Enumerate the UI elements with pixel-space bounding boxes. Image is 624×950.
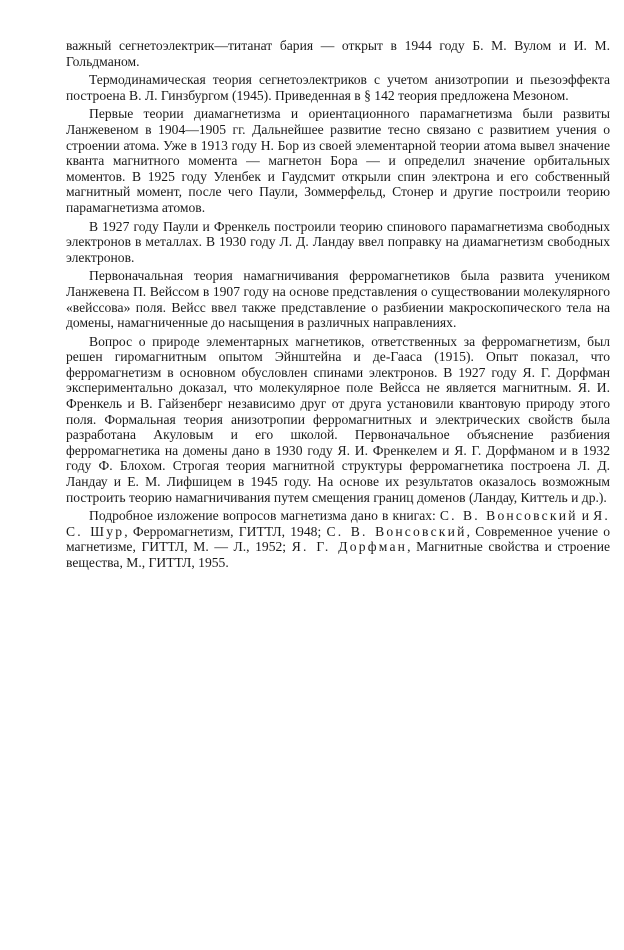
text-segment: важный сегнетоэлектрик—титанат бария — открыт в 1944 году Б. М. Вулом и И. М. Гольдманом.: [66, 38, 610, 69]
paragraph-weiss-theory: [66, 268, 610, 330]
paragraph-thermodynamic-theory: [66, 72, 610, 103]
text-segment: , Магнитные свойства и строение вещества, М., ГИТТЛ, 1955.: [66, 539, 611, 570]
author-name: С. В. Вонсовский: [326, 523, 467, 539]
paragraph-references: [66, 508, 610, 570]
text-segment: Вопрос о природе элементарных магнетиков, ответственных за ферромагнетизм, был решен гиромагнитным опытом Эйнштейна и де-Гааса (1915). Опыт показал, что ферромагнетизм в основном обусловлен спинами электронов. В 1927 году Я. Г. Дорфман экспериментально доказал, что молекулярное поле Вейсса не является магнитным. Я. И. Френкель и В. Гайзенберг независимо друг от друга установили квантовую природу этого поля. Формальная теория анизотропии ферромагнитных и электрических свойств была разработана Акуловым и его школой. Первоначальное объяснение разбиения ферромагнетика на домены дано в 1930 году Я. И. Френкелем и Я. Г. Дорфманом и в 1932 году Ф. Блохом. Строгая теория магнитной структуры ферромагнетика построена Л. Д. Ландау и Е. М. Лифшицем в 1945 году. На основе их результатов оказалось возможным построить теорию намагничивания путем смещения границ доменов (Ландау, Киттель и др.).: [66, 333, 610, 505]
text-segment: Термодинамическая теория сегнетоэлектриков с учетом анизотропии и пьезоэффекта построена В. Л. Гинзбургом (1945). Приведенная в § 142 теория предложена Мезоном.: [66, 72, 610, 103]
text-segment: Первоначальная теория намагничивания ферромагнетиков была развита учеником Ланжевена П. Вейссом в 1907 году на основе представления о существовании молекулярного «вейссова» поля. Вейсс ввел также представление о разбиении макроскопического тела на домены, намагниченные до насыщения в различных направлениях.: [66, 268, 610, 331]
text-segment: , Ферромагнетизм, ГИТТЛ, 1948;: [124, 523, 327, 539]
author-name: Я. Г. Дорфман: [291, 539, 408, 555]
paragraph-elementary-magnets: [66, 334, 610, 506]
text-segment: Первые теории диамагнетизма и ориентационного парамагнетизма были развиты Ланжевеном в 1904—1905 гг. Дальнейшее развитие тесно связано с развитием учения о строении атома. Уже в 1913 году Н. Бор из своей элементарной теории атома вывел значение кванта магнитного момента — магнетон Бора — и определил значение орбитальных моментов. В 1925 году Уленбек и Гаудсмит открыли спин электрона и его собственный магнитный момент, после чего Паули, Зоммерфельд, Стонер и другие построили теорию парамагнетизма атомов.: [66, 106, 610, 215]
author-name: Я. С. Шур: [66, 508, 610, 539]
text-segment: и: [577, 508, 594, 524]
paragraph-first-theories: [66, 106, 610, 215]
text-segment: , Современное учение о магнетизме, ГИТТЛ, М. — Л., 1952;: [66, 523, 611, 555]
author-name: С. В. Вонсовский: [439, 508, 578, 524]
text-segment: Подробное изложение вопросов магнетизма дано в книгах:: [89, 508, 440, 524]
text-segment: В 1927 году Паули и Френкель построили теорию спинового парамагнетизма свободных электронов в металлах. В 1930 году Л. Д. Ландау ввел поправку на диамагнетизм свободных электронов.: [66, 218, 610, 265]
paragraph-continuation: [66, 38, 610, 69]
page-text: [66, 38, 610, 574]
paragraph-pauli-frenkel: [66, 219, 610, 266]
